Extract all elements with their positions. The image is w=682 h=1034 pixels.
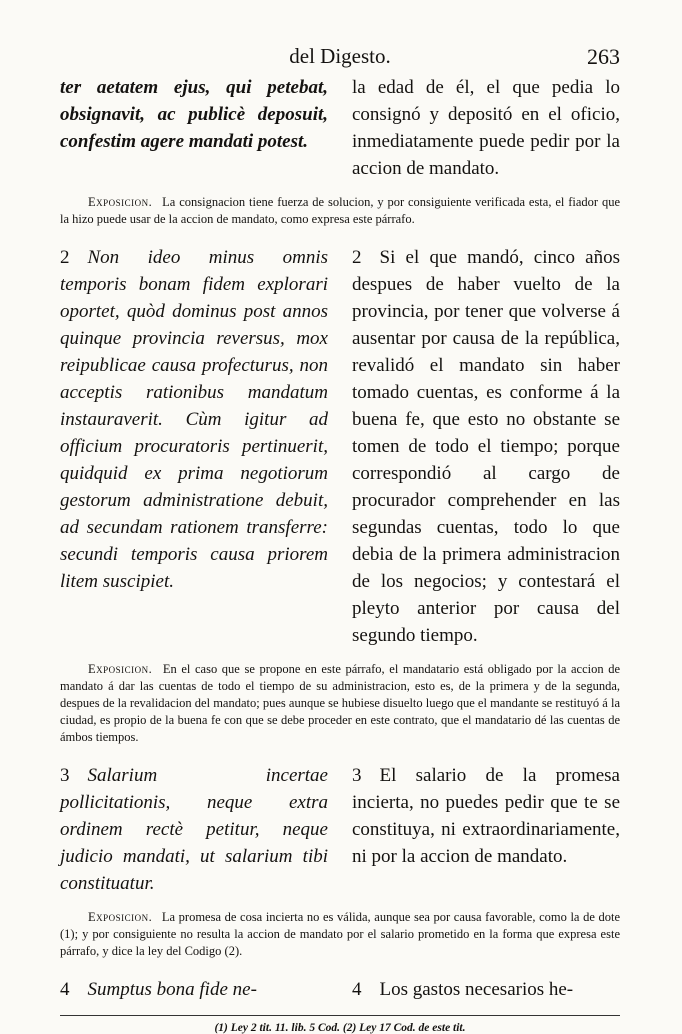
paragraph-number: 3 (352, 765, 362, 786)
exposicion-label: Exposicion. (88, 662, 153, 676)
spanish-text (352, 976, 620, 1003)
exposicion-2 (60, 661, 620, 746)
paragraph-number: 3 (60, 765, 70, 786)
latin-body: Sumptus bona fide ne- (87, 979, 257, 1000)
paragraph-pair-4 (60, 976, 620, 1003)
latin-text (60, 976, 328, 1003)
paragraph-number: 4 (352, 979, 362, 1000)
exposicion-label: Exposicion. (88, 910, 153, 924)
latin-text: ter aetatem ejus, qui petebat, obsignavit, ac publicè deposuit, confestim agere mandati potest. (60, 77, 328, 152)
spanish-body: Los gastos necesarios he- (379, 979, 574, 1000)
spanish-body: Si el que mandó, cinco años despues de haber vuelto de la provincia, por tener que volverse á ausentar por causa de la república, revalidó el mandato sin haber tomado cuentas, es conforme á la buena fe, que esto no obstante se tomen de todo el tiempo; porque correspondió al cargo de procurador comprehender en las segundas cuentas, todo lo que debia de la primera administracion de los negocios; y contestará el pleyto anterior por causa del segundo tiempo. (352, 247, 620, 646)
page-number: 263 (587, 44, 620, 69)
spanish-text: la edad de él, el que pedia lo consignó y depositó en el oficio, inmediatamente puede pedir por la accion de mandato. (352, 77, 620, 179)
latin-text (60, 244, 328, 649)
page-header (60, 40, 620, 74)
spanish-body: El salario de la promesa incierta, no puedes pedir que te se constituya, ni extraordinariamente, ni por la accion de mandato. (352, 765, 620, 867)
running-title: del Digesto. (289, 44, 391, 68)
page (60, 40, 620, 1034)
paragraph-pair-1 (60, 74, 620, 182)
footnote: (1) Ley 2 tit. 11. lib. 5 Cod. (2) Ley 17 Cod. de este tit. (214, 1022, 466, 1034)
exposicion-text: En el caso que se propone en este párrafo, el mandatario está obligado por la accion de mandato á dar las cuentas de todo el tiempo de su administracion, esto es, de la primera y de la segunda, despues de la revalidacion del mandato; pues aunque se hubiese disuelto luego que el mandante se restituyó á la ciudad, es propio de la buena fe con que se debe proceder en este contrato, que el mandatario dé las cuentas de ámbos tiempos. (60, 662, 620, 744)
exposicion-3 (60, 909, 620, 960)
paragraph-number: 4 (60, 979, 70, 1000)
latin-body: Salarium incertae pollicitationis, neque extra ordinem rectè petitur, neque judicio mandati, ut salarium tibi constituatur. (60, 765, 328, 894)
paragraph-pair-2 (60, 244, 620, 649)
spanish-text (352, 762, 620, 897)
exposicion-text: La consignacion tiene fuerza de solucion, y por consiguiente verificada esta, el fiador que la hizo puede usar de la accion de mandato, como expresa este párrafo. (60, 195, 620, 226)
latin-text (60, 762, 328, 897)
footnote-divider (60, 1015, 620, 1016)
exposicion-label: Exposicion. (88, 195, 153, 209)
paragraph-pair-3 (60, 762, 620, 897)
latin-body: Non ideo minus omnis temporis bonam fidem explorari oportet, quòd dominus post annos quinque provincia reversus, mox reipublicae causa profecturus, non acceptis rationibus mandatum instauraverit. Cùm igitur ad officium procuratoris pertinuerit, quidquid ex prima negotiorum gestorum administratione debuit, ad secundam rationem transferre: secundi temporis causa priorem litem suscipiet. (60, 247, 328, 592)
exposicion-1 (60, 194, 620, 228)
exposicion-text: La promesa de cosa incierta no es válida, aunque sea por causa favorable, como la de dote (1); y por consiguiente no resulta la accion de mandato por el salario prometido en la forma que expresa este párrafo, y dice la ley del Codigo (2). (60, 910, 620, 958)
spanish-text (352, 244, 620, 649)
paragraph-number: 2 (352, 247, 362, 268)
paragraph-number: 2 (60, 247, 70, 268)
